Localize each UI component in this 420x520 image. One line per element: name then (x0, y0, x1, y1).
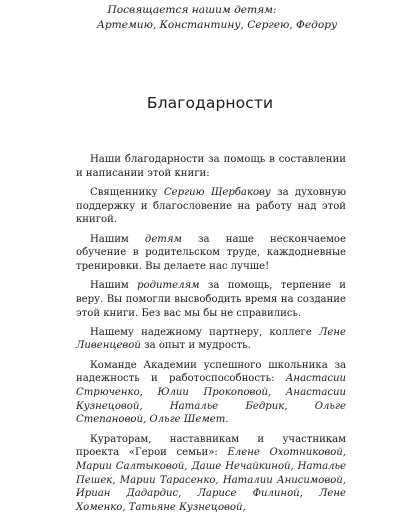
paragraph-text: Наши благодарности за помощь в составлении и написании этой книги: (76, 154, 346, 179)
paragraph-text: Нашим (90, 280, 138, 292)
paragraph-text: за помощь, терпение и веру. Вы помогли высвободить время на создание этой книги. Без вас мы бы не справились. (76, 280, 346, 319)
person-name: Елене Охотниковой, Марии Салтыковой, Даше Нечайкиной, Наталье Пешек, Марии Тарасенко, Наталии Анисимовой, Ириан Дадардис, Ларисе Филиной, Лене Хоменко, Татьяне Кузнецовой, (76, 447, 346, 514)
paragraph-text: за опыт и мудрость. (140, 340, 251, 352)
page-title: Благодарности (146, 94, 274, 112)
dedication (0, 3, 420, 33)
dedication-line-2: Артемию, Константину, Сергею, Федору (96, 19, 338, 31)
acknowledgement-paragraph (76, 233, 346, 274)
acknowledgement-paragraph (76, 433, 346, 515)
person-name: Сергию Щербакову (163, 186, 271, 198)
person-name: родителям (137, 280, 200, 292)
acknowledgement-paragraph (76, 186, 346, 227)
acknowledgement-paragraph (76, 279, 346, 320)
acknowledgement-paragraph (76, 326, 346, 353)
paragraph-text: Священнику (90, 186, 164, 198)
dedication-line-1: Посвящается нашим детям: (107, 4, 277, 16)
paragraph-text: Нашим (90, 233, 145, 245)
person-name: Лене Ливенцевой (76, 326, 346, 352)
paragraph-text: Нашему надежному партнеру, коллеге (90, 326, 319, 338)
paragraph-text: . (225, 414, 229, 426)
paragraph-text: за наше нескончаемое обучение в родительском труде, каждодневные тренировки. Вы делаете нас лучше! (76, 233, 346, 272)
paragraph-text: Команде Академии успешного школьника за надежность и работоспособность: (76, 359, 346, 385)
paragraph-text: Кураторам, наставникам и участникам проекта «Герои семьи»: (76, 433, 346, 459)
person-name: Анастасии Стрюченко, Юлии Прокоповой, Анастасии Кузнецовой, Наталье Бедрик, Ольге Степановой, Ольге Шемет (76, 373, 346, 426)
acknowledgements-text (76, 153, 346, 520)
person-name: детям (144, 233, 182, 245)
acknowledgement-paragraph (76, 153, 346, 180)
paragraph-text: за духовную поддержку и благословение на работу над этой книгой. (76, 186, 346, 226)
acknowledgement-paragraph (76, 359, 346, 428)
